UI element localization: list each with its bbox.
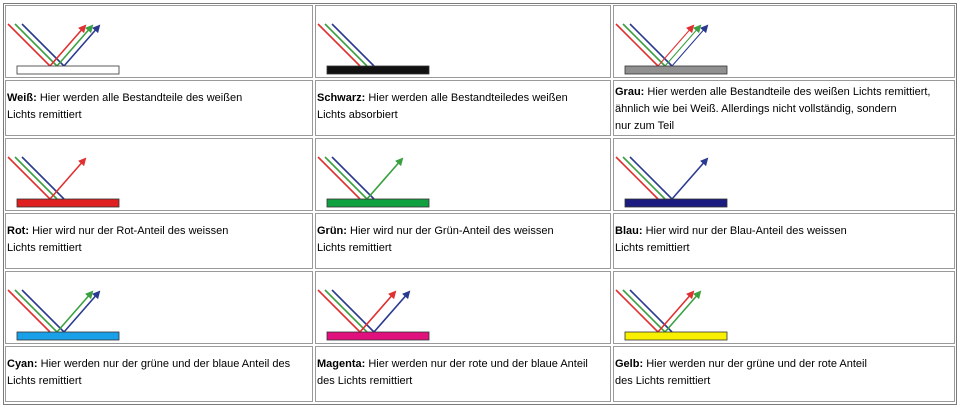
caption-name: Weiß: [7,92,37,104]
reflection-diagram [6,139,306,211]
reflected-ray-red [658,292,693,332]
caption-name: Grün: [317,225,347,237]
incoming-ray-green [325,290,367,332]
surface-bar [625,332,727,340]
reflection-diagram [316,272,611,344]
caption-desc-2: Lichts remittiert [615,242,690,254]
diagram-green [315,138,611,211]
incoming-ray-green [325,24,367,66]
caption-name: Schwarz: [317,92,366,104]
caption-desc: Hier werden alle Bestandteile des weißen [39,92,243,104]
caption-name: Cyan: [7,358,38,370]
surface-bar [327,66,429,74]
surface-bar [17,199,119,207]
caption-desc: Hier werden nur der grüne und der blaue Anteil des [40,358,291,370]
reflection-diagram [6,272,306,344]
caption-desc: Hier wird nur der Grün-Anteil des weissen [350,225,554,237]
reflected-ray-blue [374,292,409,332]
reflected-ray-green [367,159,402,199]
reflected-ray-blue [64,26,99,66]
caption-desc-2: Lichts remittiert [7,242,82,254]
caption-name: Rot: [7,225,29,237]
incoming-ray-green [15,24,57,66]
incoming-ray-green [15,157,57,199]
surface-bar [17,66,119,74]
reflection-diagram [316,139,611,211]
reflection-diagram [316,6,611,78]
caption-blue [613,213,955,269]
reflection-diagram [6,6,306,78]
incoming-ray-green [15,290,57,332]
reflected-ray-green [57,292,92,332]
caption-desc: Hier werden alle Bestandteiledes weißen [368,92,568,104]
caption-desc-3: nur zum Teil [615,120,675,132]
caption-desc: Hier werden alle Bestandteile des weißen Lichts remittiert, [647,86,931,98]
reflection-diagram [614,6,914,78]
caption-red [5,213,313,269]
caption-desc-2: Lichts remittiert [317,242,392,254]
caption-magenta [315,346,611,402]
caption-name: Gelb: [615,358,644,370]
caption-desc-2: Lichts remittiert [7,375,82,387]
caption-name: Magenta: [317,358,366,370]
reflected-ray-red [50,159,85,199]
diagram-red [5,138,313,211]
reflected-ray-red [50,26,85,66]
caption-desc: Hier werden nur der grüne und der rote Anteil [646,358,867,370]
caption-black [315,80,611,136]
reflected-ray-green [665,26,700,66]
caption-green [315,213,611,269]
reflection-diagram [614,272,914,344]
reflected-ray-green [57,26,92,66]
caption-name: Blau: [615,225,643,237]
caption-desc-2: ähnlich wie bei Weiß. Allerdings nicht vollständig, sondern [615,103,897,115]
surface-bar [327,332,429,340]
surface-bar [625,199,727,207]
diagram-yellow [613,271,955,344]
diagram-black [315,5,611,78]
caption-gray [613,80,955,136]
surface-bar [17,332,119,340]
incoming-ray-green [623,290,665,332]
incoming-ray-green [325,157,367,199]
caption-desc-2: des Lichts remittiert [615,375,711,387]
caption-desc-2: des Lichts remittiert [317,375,413,387]
diagram-gray [613,5,955,78]
surface-bar [327,199,429,207]
reflected-ray-green [665,292,700,332]
caption-white [5,80,313,136]
incoming-ray-green [623,157,665,199]
surface-bar [625,66,727,74]
caption-desc: Hier werden nur der rote und der blaue Anteil [368,358,588,370]
reflected-ray-blue [672,26,707,66]
caption-cyan [5,346,313,402]
reflection-diagram [614,139,914,211]
diagram-magenta [315,271,611,344]
caption-desc: Hier wird nur der Blau-Anteil des weissen [645,225,847,237]
incoming-ray-green [623,24,665,66]
caption-yellow [613,346,955,402]
reflected-ray-red [658,26,693,66]
diagram-blue [613,138,955,211]
reflected-ray-red [360,292,395,332]
diagram-white [5,5,313,78]
caption-desc: Hier wird nur der Rot-Anteil des weissen [32,225,229,237]
caption-desc-2: Lichts absorbiert [317,109,398,121]
reflected-ray-blue [672,159,707,199]
diagram-cyan [5,271,313,344]
reflected-ray-blue [64,292,99,332]
caption-desc-2: Lichts remittiert [7,109,82,121]
caption-name: Grau: [615,86,645,98]
color-reflection-table [3,3,957,405]
